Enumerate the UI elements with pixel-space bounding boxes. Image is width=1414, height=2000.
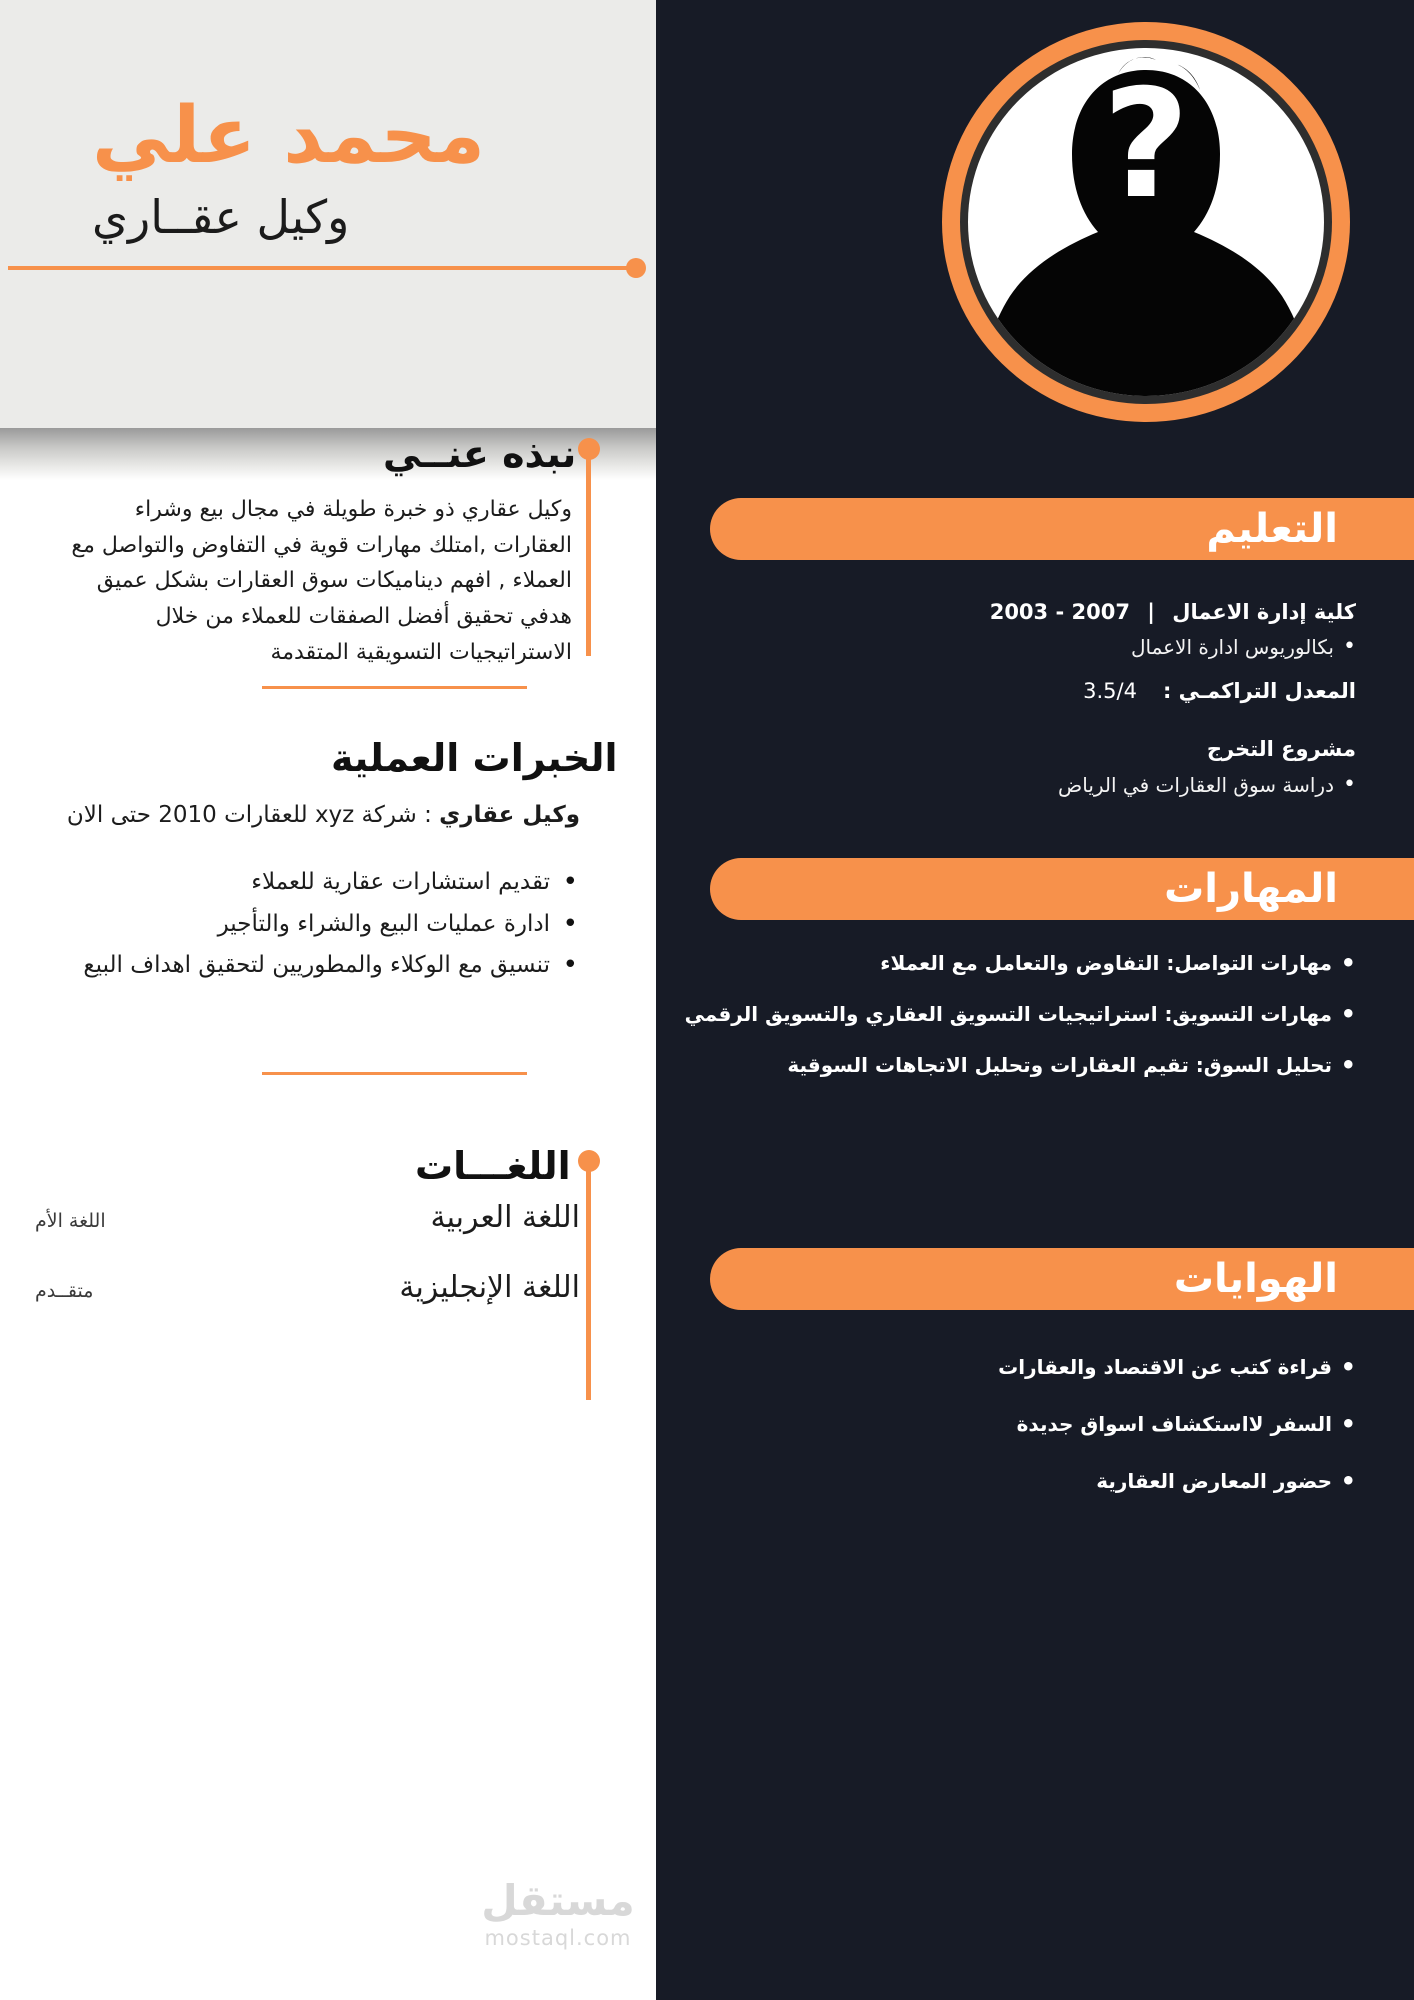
watermark-arabic: مستقل	[481, 1876, 635, 1925]
avatar-photo-placeholder	[968, 48, 1324, 396]
education-banner-label: التعليم	[1206, 506, 1338, 552]
education-years: 2007 - 2003	[989, 600, 1130, 624]
hobbies-banner-label: الهوايات	[1173, 1256, 1338, 1302]
avatar	[942, 22, 1350, 422]
hobby-item: • حضور المعارض العقارية	[676, 1466, 1356, 1497]
education-institution: كلية إدارة الاعمال	[1172, 600, 1356, 624]
language-row	[35, 1270, 580, 1305]
experience-title: الخبرات العملية	[331, 736, 618, 780]
gpa-row	[676, 679, 1356, 703]
section-divider-1	[262, 686, 527, 689]
skills-banner	[710, 858, 1414, 920]
language-level: اللغة الأم	[35, 1210, 106, 1232]
gpa-value: 3.5/4	[1083, 678, 1137, 703]
avatar-inner-ring	[960, 40, 1332, 404]
language-name: اللغة الإنجليزية	[399, 1270, 580, 1305]
skills-content	[676, 948, 1362, 1101]
language-level: متقــدم	[35, 1280, 94, 1302]
skill-item: • تحليل السوق: تقيم العقارات وتحليل الاتجاهات السوقية	[676, 1050, 1356, 1081]
skill-item: • مهارات التسويق: استراتيجيات التسويق العقاري والتسويق الرقمي	[676, 999, 1356, 1030]
about-title: نبذه عنــي	[383, 432, 577, 476]
education-degree-list	[676, 631, 1356, 663]
user-silhouette-icon	[968, 48, 1324, 396]
graduation-project-item: • دراسة سوق العقارات في الرياض	[676, 769, 1356, 801]
hobbies-banner	[710, 1248, 1414, 1310]
skills-list	[676, 948, 1356, 1081]
experience-item: • تقديم استشارات عقارية للعملاء	[40, 865, 580, 901]
languages-timeline-bar	[586, 1160, 591, 1400]
person-name: محمد علي	[92, 91, 486, 181]
education-content	[676, 596, 1362, 803]
education-institution-line	[676, 596, 1356, 629]
experience-role	[40, 798, 580, 833]
header-accent-rule	[8, 266, 634, 270]
graduation-project-list	[676, 769, 1356, 801]
hobbies-list	[676, 1352, 1356, 1497]
hobby-item: • قراءة كتب عن الاقتصاد والعقارات	[676, 1352, 1356, 1383]
language-row	[35, 1200, 580, 1235]
graduation-project-label: مشروع التخرج	[1206, 736, 1356, 761]
about-body: وكيل عقاري ذو خبرة طويلة في مجال بيع وشراء العقارات ,امتلك مهارات قوية في التفاوض والتواصل مع العملاء , افهم ديناميكات سوق العقارات بشكل عميق هدفي تحقيق أفضل الصفقات للعملاء من خلال الاستراتيجيات التسويقية المتقدمة	[71, 497, 572, 665]
name-block	[92, 91, 652, 244]
experience-item: • ادارة عمليات البيع والشراء والتأجير	[40, 907, 580, 943]
hobby-item: • السفر لااستكشاف اسواق جديدة	[676, 1409, 1356, 1440]
education-banner	[710, 498, 1414, 560]
experience-role-bold: وكيل عقاري	[439, 802, 580, 828]
education-degree: • بكالوريوس ادارة الاعمال	[676, 631, 1356, 663]
watermark-latin: mostaql.com	[484, 1926, 632, 1950]
language-name: اللغة العربية	[430, 1200, 580, 1235]
job-title: وكيل عقــاري	[92, 189, 350, 244]
gpa-label: المعدل التراكمـي :	[1162, 678, 1356, 703]
languages-title: اللغـــات	[415, 1144, 571, 1188]
about-timeline-bar	[586, 448, 591, 656]
header-accent-dot	[626, 258, 646, 278]
hobbies-content	[676, 1352, 1362, 1523]
experience-item: • تنسيق مع الوكلاء والمطوريين لتحقيق اهداف البيع	[40, 948, 580, 984]
section-divider-2	[262, 1072, 527, 1075]
experience-role-rest: : شركة xyz للعقارات 2010 حتى الان	[66, 802, 440, 828]
svg-text:?: ?	[1102, 58, 1190, 232]
skill-item: • مهارات التواصل: التفاوض والتعامل مع العملاء	[676, 948, 1356, 979]
experience-list	[40, 865, 580, 990]
skills-banner-label: المهارات	[1164, 866, 1338, 912]
watermark	[468, 1876, 648, 1950]
education-separator: |	[1147, 600, 1155, 624]
